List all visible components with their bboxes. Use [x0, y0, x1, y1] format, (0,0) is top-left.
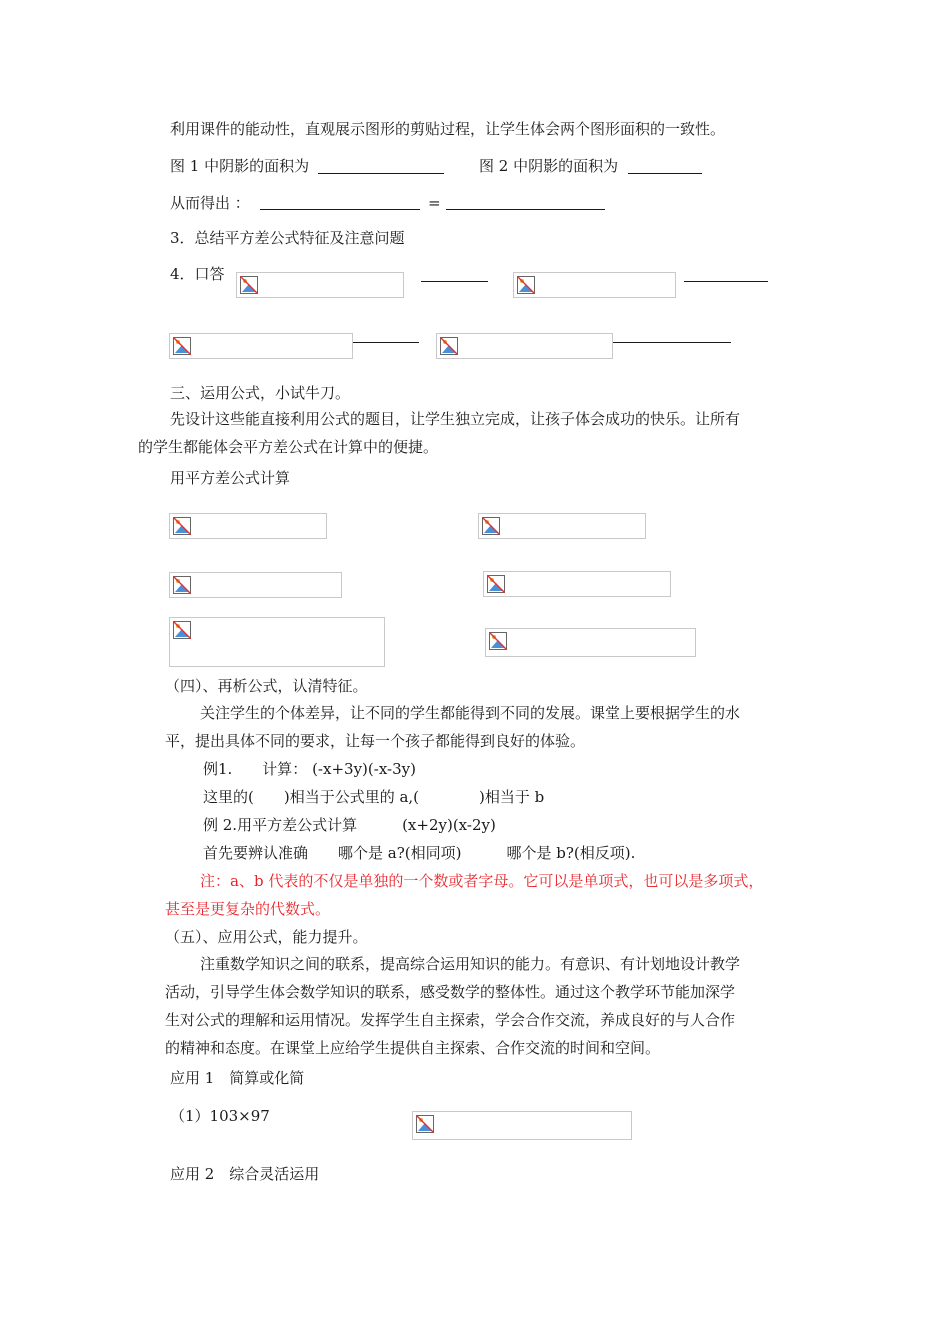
equals-sign: = — [428, 194, 441, 212]
answer-blank-3 — [353, 342, 419, 343]
note-line1: 注：a、b 代表的不仅是单独的一个数或者字母。它可以是单项式，也可以是多项式， — [200, 872, 764, 890]
step4-heading: 4．口答 — [170, 265, 225, 283]
formula-image-6 — [478, 513, 646, 539]
fig1-label: 图 1 中阴影的面积为 — [170, 157, 310, 175]
broken-image-icon — [173, 621, 191, 639]
broken-image-icon — [487, 575, 505, 593]
broken-image-icon — [240, 276, 258, 294]
broken-image-icon — [416, 1115, 434, 1133]
section3-para-line2: 的学生都能体会平方差公式在计算中的便捷。 — [138, 438, 439, 456]
section5-para-line2: 活动，引导学生体会数学知识的联系，感受数学的整体性。通过这个教学环节能加深学 — [165, 983, 736, 1001]
example2-explain: 首先要辨认准确 哪个是 a?(相同项) 哪个是 b?(相反项). — [203, 844, 636, 862]
broken-image-icon — [489, 632, 507, 650]
formula-image-2 — [513, 272, 676, 298]
formula-image-4 — [436, 333, 613, 359]
application1-question: （1）103×97 — [170, 1107, 270, 1125]
broken-image-icon — [173, 576, 191, 594]
broken-image-icon — [482, 517, 500, 535]
formula-image-8 — [483, 571, 671, 597]
formula-image-5 — [169, 513, 327, 539]
example1-explain: 这里的( )相当于公式里的 a,( )相当于 b — [203, 788, 545, 806]
formula-image-7 — [169, 572, 342, 598]
fig1-blank — [318, 173, 444, 174]
answer-blank-2 — [684, 281, 768, 282]
section4-para-line1: 关注学生的个体差异，让不同的学生都能得到不同的发展。课堂上要根据学生的水 — [200, 704, 741, 722]
answer-blank-4 — [613, 342, 731, 343]
example1: 例1. 计算： (-x+3y)(-x-3y) — [203, 760, 416, 778]
intro-line: 利用课件的能动性，直观展示图形的剪贴过程，让学生体会两个图形面积的一致性。 — [170, 120, 726, 138]
example2: 例 2.用平方差公式计算 (x+2y)(x-2y) — [203, 816, 496, 834]
section5-para-line3: 生对公式的理解和运用情况。发挥学生自主探索，学会合作交流，养成良好的与人合作 — [165, 1011, 736, 1029]
section3-heading: 三、运用公式，小试牛刀。 — [170, 384, 351, 402]
broken-image-icon — [173, 517, 191, 535]
broken-image-icon — [173, 337, 191, 355]
application1-heading: 应用 1 简算或化简 — [170, 1069, 305, 1087]
section3-para-line1: 先设计这些能直接利用公式的题目，让学生独立完成，让孩子体会成功的快乐。让所有 — [170, 410, 741, 428]
fig2-label: 图 2 中阴影的面积为 — [479, 157, 619, 175]
section5-para-line4: 的精神和态度。在课堂上应给学生提供自主探索、合作交流的时间和空间。 — [165, 1039, 661, 1057]
formula-image-11 — [412, 1111, 632, 1140]
formula-image-9 — [169, 617, 385, 667]
section4-para-line2: 平，提出具体不同的要求，让每一个孩子都能得到良好的体验。 — [165, 732, 586, 750]
note-line2: 甚至是更复杂的代数式。 — [165, 900, 331, 918]
calc-heading: 用平方差公式计算 — [170, 469, 291, 487]
application2-heading: 应用 2 综合灵活运用 — [170, 1165, 320, 1183]
section4-heading: （四）、再析公式，认清特征。 — [165, 677, 368, 695]
formula-image-3 — [169, 333, 353, 359]
derive-blank-right — [446, 209, 605, 210]
fig2-blank — [628, 173, 702, 174]
derive-label: 从而得出 ： — [170, 194, 250, 212]
step3-heading: 3．总结平方差公式特征及注意问题 — [170, 229, 405, 247]
broken-image-icon — [517, 276, 535, 294]
derive-blank-left — [260, 209, 420, 210]
section5-para-line1: 注重数学知识之间的联系，提高综合运用知识的能力。有意识、有计划地设计教学 — [200, 955, 741, 973]
section5-heading: （五）、应用公式，能力提升。 — [165, 928, 368, 946]
formula-image-10 — [485, 628, 696, 657]
broken-image-icon — [440, 337, 458, 355]
formula-image-1 — [236, 272, 404, 298]
answer-blank-1 — [421, 281, 488, 282]
